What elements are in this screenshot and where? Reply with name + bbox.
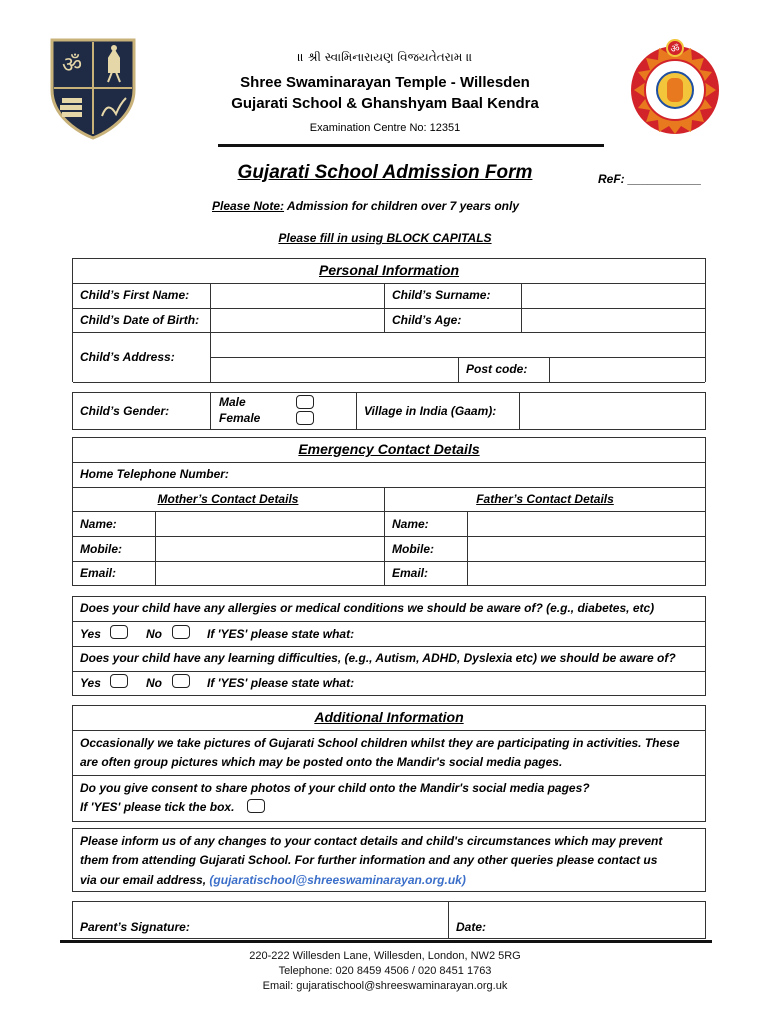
school-name: Gujarati School & Ghanshyam Baal Kendra: [231, 95, 539, 112]
inform-line1: Please inform us of any changes to your contact details and child's circumstances which may prevent: [80, 834, 663, 848]
date-label: Date:: [456, 920, 487, 934]
dob-label: Child’s Date of Birth:: [80, 313, 200, 327]
parent-signature-label: Parent’s Signature:: [80, 920, 190, 934]
gender-label: Child’s Gender:: [80, 404, 170, 418]
inform-line2: them from attending Gujarati School. For further information and any other queries please contact us: [80, 853, 658, 867]
learning-no-checkbox[interactable]: [172, 674, 190, 688]
surname-label: Child’s Surname:: [392, 288, 491, 302]
mother-mobile-label: Mobile:: [80, 542, 122, 556]
allergies-details-field[interactable]: [366, 622, 704, 644]
admission-note: [212, 199, 519, 213]
footer-telephone: Telephone: 020 8459 4506 / 020 8451 1763: [278, 965, 492, 977]
village-field[interactable]: [520, 393, 705, 429]
inform-line3: [80, 873, 466, 887]
allergies-state-label: If 'YES' please state what:: [207, 627, 355, 641]
home-tel-label: Home Telephone Number:: [80, 467, 229, 481]
note-label: Please Note:: [212, 199, 285, 213]
header-divider: [218, 144, 604, 147]
svg-text:ॐ: ॐ: [61, 53, 83, 78]
female-checkbox[interactable]: [296, 411, 314, 425]
age-label: Child’s Age:: [392, 313, 462, 327]
female-label: Female: [219, 411, 261, 425]
father-email-field[interactable]: [468, 562, 705, 585]
footer-email: Email: gujaratischool@shreeswaminarayan.org.uk: [262, 980, 508, 992]
emergency-heading: Emergency Contact Details: [298, 441, 480, 457]
mother-name-label: Name:: [80, 517, 117, 531]
learning-yes-label: Yes: [80, 676, 101, 690]
form-title: Gujarati School Admission Form: [237, 162, 533, 183]
address-field-line2[interactable]: [211, 358, 457, 381]
address-label: Child’s Address:: [80, 350, 175, 364]
allergies-question: Does your child have any allergies or medical conditions we should be aware of? (e.g., diabetes, etc): [80, 601, 655, 615]
mother-mobile-field[interactable]: [156, 537, 383, 560]
allergies-no-label: No: [146, 627, 162, 641]
learning-details-field[interactable]: [366, 672, 704, 694]
note-text: Admission for children over 7 years only: [286, 199, 519, 213]
photo-para-line2: are often group pictures which may be posted onto the Mandir's social media pages.: [80, 755, 563, 769]
learning-yes-checkbox[interactable]: [110, 674, 128, 688]
village-label: Village in India (Gaam):: [364, 404, 497, 418]
consent-checkbox[interactable]: [247, 799, 265, 813]
dob-field[interactable]: [211, 309, 383, 331]
mother-email-field[interactable]: [156, 562, 383, 585]
address-field-line1[interactable]: [211, 333, 705, 356]
first-name-field[interactable]: [211, 284, 383, 307]
learning-question: Does your child have any learning difficulties, (e.g., Autism, ADHD, Dyslexia etc) we should be aware of?: [80, 651, 676, 665]
consent-tick-label: If 'YES' please tick the box.: [80, 800, 235, 814]
contact-email-link[interactable]: (gujaratischool@shreeswaminarayan.org.uk): [209, 873, 466, 887]
ref-field[interactable]: ReF: ___________: [598, 172, 702, 186]
father-name-label: Name:: [392, 517, 429, 531]
father-heading: Father’s Contact Details: [476, 492, 614, 506]
photo-para-line1: Occasionally we take pictures of Gujarati School children whilst they are participating in activities. These: [80, 736, 680, 750]
block-capitals-note: Please fill in using BLOCK CAPITALS: [278, 231, 492, 245]
gujarati-header: ॥ શ્રી સ્વામિનારાયણ વિજયતેતરામ ॥: [297, 50, 473, 64]
allergies-yes-checkbox[interactable]: [110, 625, 128, 639]
age-field[interactable]: [522, 309, 705, 331]
mother-name-field[interactable]: [156, 512, 383, 535]
personal-heading: Personal Information: [318, 262, 460, 278]
exam-centre: Examination Centre No: 12351: [309, 122, 461, 134]
father-email-label: Email:: [392, 566, 429, 580]
footer-divider: [60, 940, 712, 943]
additional-heading: Additional Information: [314, 709, 464, 725]
date-field[interactable]: [500, 902, 704, 938]
learning-no-label: No: [146, 676, 162, 690]
parent-signature-field[interactable]: [200, 902, 446, 938]
footer-address: 220-222 Willesden Lane, Willesden, London, NW2 5RG: [249, 950, 521, 962]
father-mobile-label: Mobile:: [392, 542, 434, 556]
male-checkbox[interactable]: [296, 395, 314, 409]
learning-state-label: If 'YES' please state what:: [207, 676, 355, 690]
mother-email-label: Email:: [80, 566, 117, 580]
surname-field[interactable]: [522, 284, 705, 307]
consent-question: Do you give consent to share photos of your child onto the Mandir's social media pages?: [80, 781, 590, 795]
postcode-label: Post code:: [466, 362, 528, 376]
allergies-yes-label: Yes: [80, 627, 101, 641]
mother-heading: Mother’s Contact Details: [157, 492, 299, 506]
male-label: Male: [219, 395, 246, 409]
postcode-field[interactable]: [550, 358, 705, 381]
father-name-field[interactable]: [468, 512, 705, 535]
father-mobile-field[interactable]: [468, 537, 705, 560]
first-name-label: Child’s First Name:: [80, 288, 190, 302]
svg-text:ॐ: ॐ: [670, 44, 680, 55]
school-shield-logo: [48, 36, 138, 140]
allergies-no-checkbox[interactable]: [172, 625, 190, 639]
temple-seal-logo: [628, 38, 722, 134]
inform-line3-text: via our email address,: [80, 873, 207, 887]
temple-name: Shree Swaminarayan Temple - Willesden: [240, 74, 530, 91]
